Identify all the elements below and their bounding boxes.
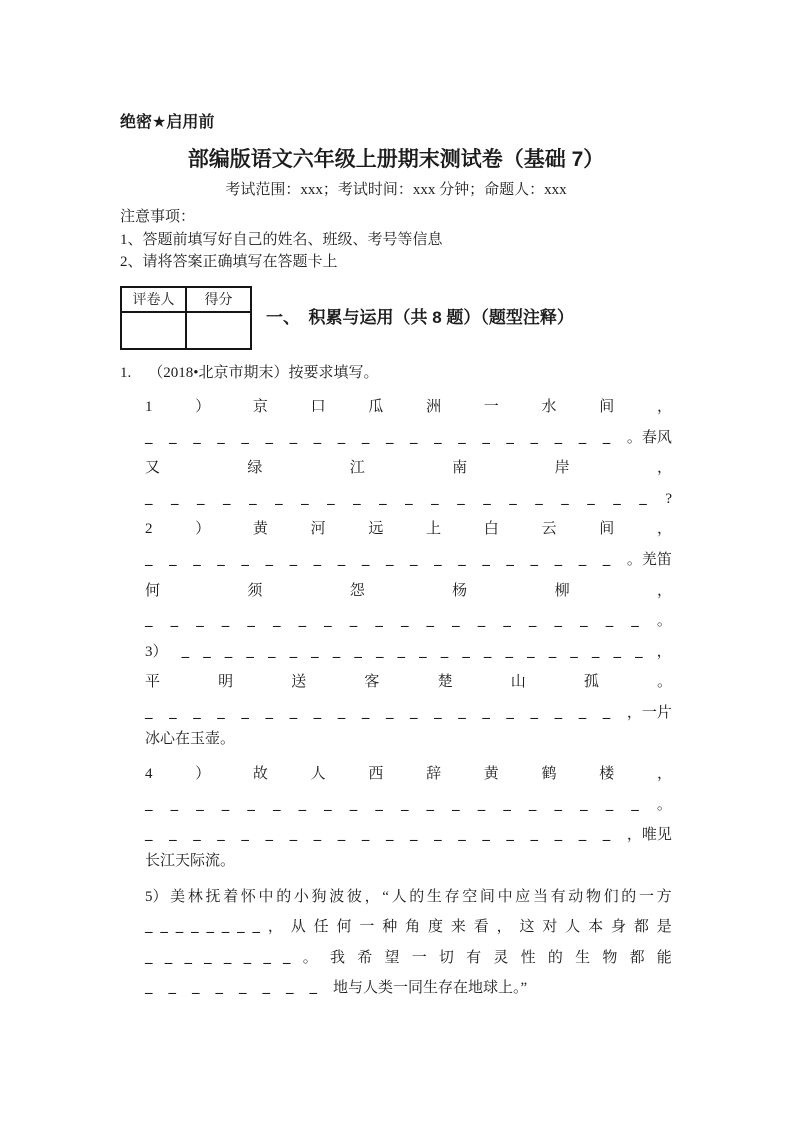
fill-line: _ _ _ _ _ _ _ _ 地与人类一同生存在地球上。” — [145, 980, 528, 997]
notice-item: 1、答题前填写好自己的姓名、班级、考号等信息 — [120, 231, 443, 248]
score-table-header-score: 得分 — [186, 287, 251, 312]
question-number: 1. — [120, 364, 132, 381]
score-table-cell-reviewer — [121, 312, 186, 349]
question-stem: （2018•北京市期末）按要求填写。 — [148, 364, 379, 381]
notice-block — [120, 206, 672, 274]
fill-line: 长江天际流。 — [145, 853, 236, 870]
secret-label: 绝密★启用前 — [120, 114, 215, 131]
fill-line: _ _ _ _ _ _ _ _ _ _ _ _ _ _ _ _ _ _ _ _ 。羌笛 — [145, 552, 672, 569]
notice-item: 2、请将答案正确填写在答题卡上 — [120, 254, 338, 270]
exam-meta-line: 考试范围：xxx；考试时间：xxx 分钟；命题人：xxx — [225, 182, 567, 198]
score-table — [120, 286, 252, 350]
fill-line: _ _ _ _ _ _ _ _ ， 从 任 何 一 种 角 度 来 看 ， 这 对 人 本 身 都 是 — [145, 919, 672, 936]
fill-line: _ _ _ _ _ _ _ _ _ _ _ _ _ _ _ _ _ _ _ _ ，唯见 — [145, 827, 672, 844]
fill-line: _ _ _ _ _ _ _ _ 。 我 希 望 一 切 有 灵 性 的 生 物 都 能 — [145, 949, 672, 966]
score-table-cell-score — [186, 312, 251, 349]
page-title: 部编版语文六年级上册期末测试卷（基础 7） — [187, 148, 605, 171]
section-heading: 一、 积累与运用（共 8 题）（题型注释） — [266, 307, 574, 327]
fill-lines — [145, 391, 672, 1003]
fill-line: _ _ _ _ _ _ _ _ _ _ _ _ _ _ _ _ _ _ _ _ 。 — [145, 613, 672, 630]
fill-line: 平 明 送 客 楚 山 孤 。 — [145, 674, 672, 691]
fill-line: _ _ _ _ _ _ _ _ _ _ _ _ _ _ _ _ _ _ _ _ ，一片 — [145, 705, 672, 722]
fill-line: 1 ） 京 口 瓜 洲 一 水 间 ， — [145, 399, 672, 416]
fill-line: _ _ _ _ _ _ _ _ _ _ _ _ _ _ _ _ _ _ _ _ 。春风 — [145, 429, 672, 446]
fill-line: 4 ） 故 人 西 辞 黄 鹤 楼 ， — [145, 766, 672, 783]
fill-line: 5） 美 林 抚 着 怀 中 的 小 狗 波 彼 ， “ 人 的 生 存 空 间 中 应 当 有 动 物 们 的 一 方 — [145, 888, 672, 905]
score-table-header-reviewer: 评卷人 — [121, 287, 186, 312]
question-1 — [120, 363, 672, 383]
fill-line: _ _ _ _ _ _ _ _ _ _ _ _ _ _ _ _ _ _ _ _ 。 — [145, 796, 672, 813]
fill-line: 冰心在玉壶。 — [145, 731, 236, 748]
score-section-row — [120, 286, 672, 350]
fill-line: 2 ） 黄 河 远 上 白 云 间 ， — [145, 521, 672, 538]
fill-line: 又 绿 江 南 岸 ， — [145, 460, 672, 477]
fill-line: _ _ _ _ _ _ _ _ _ _ _ _ _ _ _ _ _ _ _ _ ? — [145, 490, 672, 507]
fill-line: 何 须 怨 杨 柳 ， — [145, 582, 672, 599]
notice-heading: 注意事项： — [120, 209, 196, 225]
fill-line: 3） _ _ _ _ _ _ _ _ _ _ _ _ _ _ _ _ _ _ _ _ _ _ ， — [145, 643, 672, 660]
